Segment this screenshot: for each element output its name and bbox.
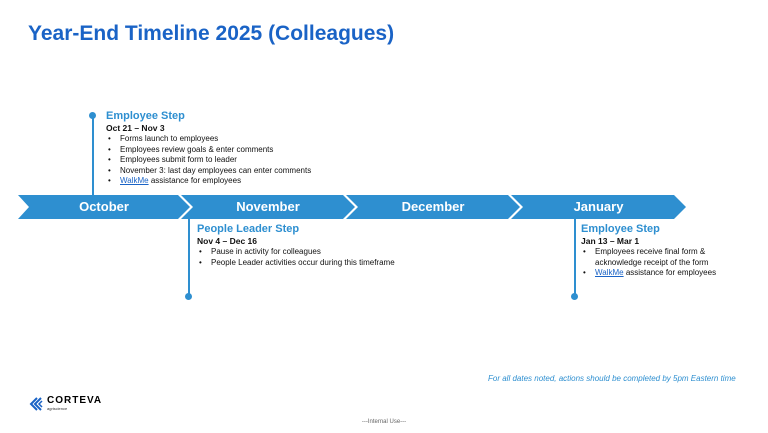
page-title: Year-End Timeline 2025 (Colleagues) [28, 22, 395, 45]
month-november: November [236, 199, 300, 214]
people-leader-step-november [197, 223, 447, 268]
footnote: For all dates noted, actions should be completed by 5pm Eastern time [488, 374, 736, 383]
step-dates: Oct 21 – Nov 3 [106, 123, 165, 133]
step-title: People Leader Step [197, 223, 300, 235]
timeline-bar [18, 195, 688, 219]
step-bullets [106, 134, 366, 187]
step-bullets [197, 247, 447, 268]
list-item: • November 3: last day employees can enter comments [120, 166, 366, 177]
logo-name: CORTEVA [47, 395, 103, 406]
january-step-connector [574, 218, 576, 296]
list-item: • People Leader activities occur during this timeframe [211, 258, 447, 269]
walkme-link[interactable]: WalkMe [595, 268, 624, 277]
list-item [120, 176, 366, 187]
october-step-connector [92, 116, 94, 196]
list-item: • Forms launch to employees [120, 134, 366, 145]
step-title: Employee Step [581, 223, 660, 235]
january-step-marker [571, 293, 578, 300]
november-step-connector [188, 218, 190, 296]
employee-step-october [106, 110, 366, 187]
list-item: • Employees review goals & enter comments [120, 145, 366, 156]
november-step-marker [185, 293, 192, 300]
step-dates: Nov 4 – Dec 16 [197, 236, 258, 246]
corteva-logo [28, 396, 102, 411]
internal-use-label: ---Internal Use--- [361, 419, 407, 425]
employee-step-january [581, 223, 741, 279]
list-item: • Employees submit form to leader [120, 155, 366, 166]
month-january: January [573, 199, 624, 214]
step-title: Employee Step [106, 110, 185, 122]
list-item [595, 268, 741, 279]
list-item: • Employees receive final form & acknowledge receipt of the form [595, 247, 741, 268]
step-bullets [581, 247, 741, 279]
corteva-logo-icon [28, 397, 44, 411]
list-item: • Pause in activity for colleagues [211, 247, 447, 258]
month-october: October [79, 199, 129, 214]
step-dates: Jan 13 – Mar 1 [581, 236, 640, 246]
walkme-suffix: assistance for employees [148, 176, 242, 185]
logo-sub: agriscience [47, 406, 68, 411]
walkme-suffix: assistance for employees [623, 268, 717, 277]
month-december: December [401, 199, 465, 214]
walkme-link[interactable]: WalkMe [120, 176, 149, 185]
